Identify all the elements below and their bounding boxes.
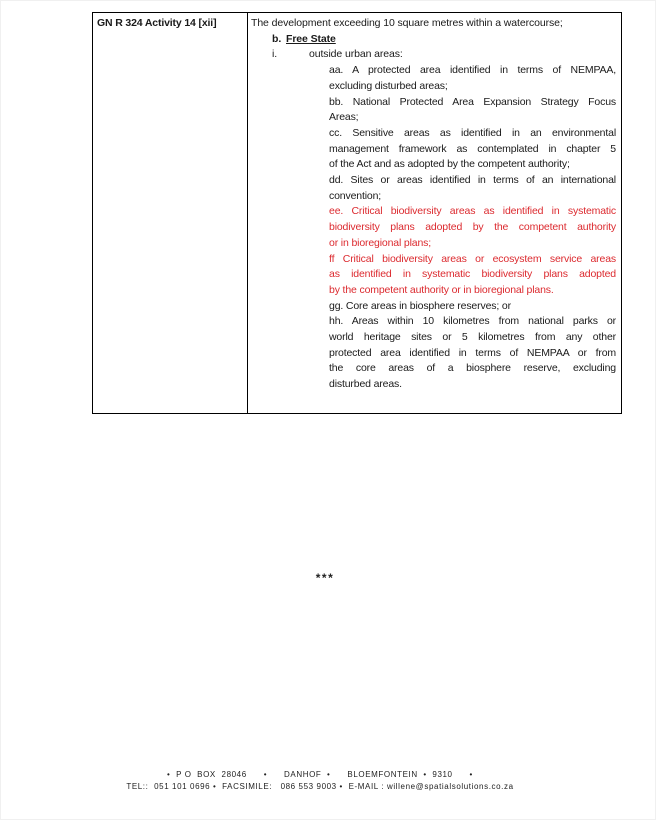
text-line: Areas; bbox=[329, 111, 359, 124]
text-line: dd. Sites or areas identified in terms of an international bbox=[329, 174, 616, 187]
section-end-separator: *** bbox=[315, 571, 335, 585]
list-subitem-ee bbox=[329, 204, 616, 251]
list-subitem-ff bbox=[329, 252, 616, 299]
text-line: biodiversity plans adopted by the competent authority bbox=[329, 221, 616, 234]
text-line: excluding disturbed areas; bbox=[329, 79, 448, 92]
text-line: cc. Sensitive areas as identified in an environmental bbox=[329, 126, 616, 139]
letterhead-footer bbox=[0, 769, 640, 793]
table-cell-description bbox=[248, 13, 621, 413]
outside-urban-areas-label: outside urban areas: bbox=[309, 48, 403, 61]
list-item-b bbox=[272, 32, 616, 48]
text-line: or in bioregional plans; bbox=[329, 236, 432, 249]
list-subitem-gg bbox=[329, 299, 616, 315]
list-subitem-cc bbox=[329, 126, 616, 173]
text-line: aa. A protected area identified in terms of NEMPAA, bbox=[329, 64, 616, 77]
list-subitem-bb bbox=[329, 95, 616, 126]
list-subitem-dd bbox=[329, 173, 616, 204]
text-line: hh. Areas within 10 kilometres from national parks or bbox=[329, 315, 616, 328]
text-line: the core areas of a biosphere reserve, excluding bbox=[329, 362, 616, 375]
text-line: of the Act and as adopted by the competent authority; bbox=[329, 158, 570, 171]
list-item-i-label: i. bbox=[272, 48, 278, 61]
text-line: bb. National Protected Area Expansion Strategy Focus bbox=[329, 95, 616, 108]
text-line: by the competent authority or in bioregional plans. bbox=[329, 283, 554, 296]
text-line: convention; bbox=[329, 189, 382, 202]
subitem-list bbox=[329, 63, 616, 393]
intro-text: The development exceeding 10 square metres within a watercourse; bbox=[251, 17, 563, 29]
text-line: disturbed areas. bbox=[329, 378, 402, 391]
text-line: management framework as contemplated in chapter 5 bbox=[329, 142, 616, 155]
table-cell-activity-ref bbox=[93, 13, 248, 413]
activity-table bbox=[92, 12, 622, 414]
list-item-i bbox=[272, 47, 616, 63]
footer-address-line: • P O BOX 28046 • DANHOF • BLOEMFONTEIN • 9310 • bbox=[167, 770, 473, 779]
text-line: gg. Core areas in biosphere reserves; or bbox=[329, 299, 511, 312]
list-item-b-label: b. bbox=[272, 32, 282, 45]
text-line: protected area identified in terms of NEMPAA or from bbox=[329, 346, 616, 359]
list-subitem-aa bbox=[329, 63, 616, 94]
text-line: world heritage sites or 5 kilometres from any other bbox=[329, 331, 616, 344]
text-line: ee. Critical biodiversity areas as identified in systematic bbox=[329, 205, 616, 218]
free-state-heading: Free State bbox=[286, 32, 336, 45]
activity-ref-text: GN R 324 Activity 14 [xii] bbox=[97, 17, 217, 29]
text-line: ff Critical biodiversity areas or ecosystem service areas bbox=[329, 252, 616, 265]
list-subitem-hh bbox=[329, 314, 616, 393]
text-line: as identified in systematic biodiversity plans adopted bbox=[329, 268, 616, 281]
footer-contact-line: TEL:: 051 101 0696 • FACSIMILE: 086 553 9003 • E-MAIL : willene@spatialsolutions.co.za bbox=[126, 782, 514, 791]
